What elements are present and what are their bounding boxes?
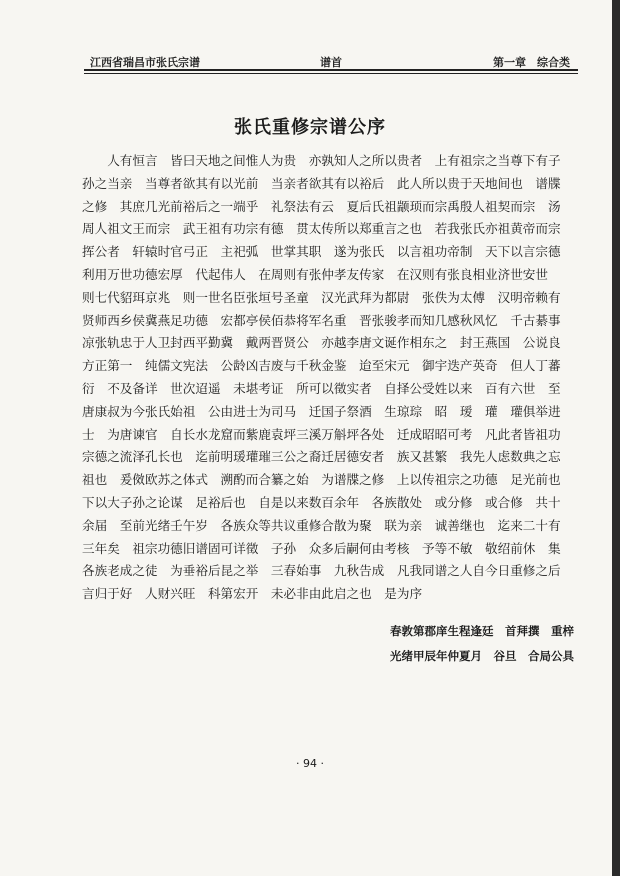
body-line: 唐康叔为今张氏始祖 公由进士为司马 迁国子祭酒 生琼琮 昭 瑷 瓘 瓘俱举进 (82, 403, 561, 419)
header-book-title: 江西省瑞昌市张氏宗谱 (90, 56, 200, 69)
body-line: 周人祖文王而宗 武王祖有功宗有德 贯太传所以郑重言之也 若我张氏亦祖黄帝而宗 (82, 221, 561, 237)
body-line: 方正第一 纯儒文宪法 公龄凶吉废与千秋金鉴 迨至宋元 御宇迭产英奇 但人丁蕃 (82, 358, 561, 374)
header-rule-thick (84, 69, 578, 71)
body-line: 衍 不及备详 世次迢遥 未堪考证 所可以徵实者 自择公受姓以来 百有六世 至 (82, 380, 561, 396)
page-title: 张氏重修宗谱公序 (234, 117, 386, 138)
body-line: 三年矣 祖宗功德旧谱固可详徵 子孙 众多后嗣何由考核 予等不敏 敬绍前休 集 (82, 540, 561, 556)
preface-body (82, 150, 582, 606)
body-line: 孙之当亲 当尊者欲其有以光前 当亲者欲其有以裕后 此人所以贵于天地间也 谱牒 (82, 175, 561, 191)
body-line: 则七代貂珥京兆 则一世名臣张垣号圣童 汉光武拜为都尉 张佚为太傅 汉明帝赖有 (82, 289, 561, 305)
running-header (84, 52, 578, 70)
header-section: 谱首 (320, 56, 342, 69)
header-chapter: 第一章 综合类 (493, 56, 570, 69)
signature-author: 春敦第郡庠生程逢廷 首拜撰 重梓 (390, 624, 574, 638)
body-line: 利用万世功德宏厚 代起伟人 在周则有张仲孝友传家 在汉则有张良相业济世安世 (82, 266, 548, 282)
body-line: 人有恒言 皆曰天地之间惟人为贵 亦孰知人之所以贵者 上有祖宗之当尊下有子 (82, 153, 561, 168)
scan-edge (612, 0, 620, 876)
body-line: 余届 至前光绪壬午岁 各族众等共议重修合散为聚 联为亲 诚善继也 迄来二十有 (82, 517, 561, 533)
body-line: 下以大子孙之论谋 足裕后也 自是以来数百余年 各族散处 或分修 或合修 共十 (82, 494, 561, 510)
signature-date: 光绪甲辰年仲夏月 谷旦 合局公具 (390, 649, 574, 663)
body-line: 挥公者 轩辕时官弓正 主祀弧 世掌其职 遂为张氏 以言祖功帝制 天下以言宗德 (82, 244, 561, 260)
body-line: 祖也 爰傚欧苏之体式 溯酌而合纂之始 为谱牒之修 上以传祖宗之功德 足光前也 (82, 472, 561, 488)
header-rule-thin (84, 73, 578, 74)
body-line: 言归于好 人财兴旺 科第宏开 未必非由此启之也 是为序 (82, 586, 423, 602)
body-line: 凉张轨忠于人卫封西平勤冀 戴两晋贤公 亦越李唐文诞作相东之 封王燕国 公说良 (82, 335, 561, 351)
page-number: · 94 · (296, 757, 324, 770)
body-line: 之修 其庶几光前裕后之一端乎 礼祭法有云 夏后氏祖颛顼而宗禹殷人祖契而宗 汤 (82, 198, 561, 214)
body-line: 各族老成之徒 为垂裕后昆之举 三春始事 九秋告成 凡我同谱之人自今日重修之后 (82, 563, 561, 579)
body-line: 士 为唐谏官 自长水龙窟而紫鹿袁坪三溪万斛坪各处 迁成昭昭可考 凡此者皆祖功 (82, 426, 561, 442)
body-line: 宗德之流泽孔长也 迄前明瑗瓘璀三公之裔迁居德安者 族又甚繁 我先人虑数典之忘 (82, 449, 561, 465)
body-line: 贤师西乡侯冀燕足功德 宏都亭侯佰恭将军名重 晋张骏孝而知几感秋风忆 千古綦事 (82, 312, 561, 328)
